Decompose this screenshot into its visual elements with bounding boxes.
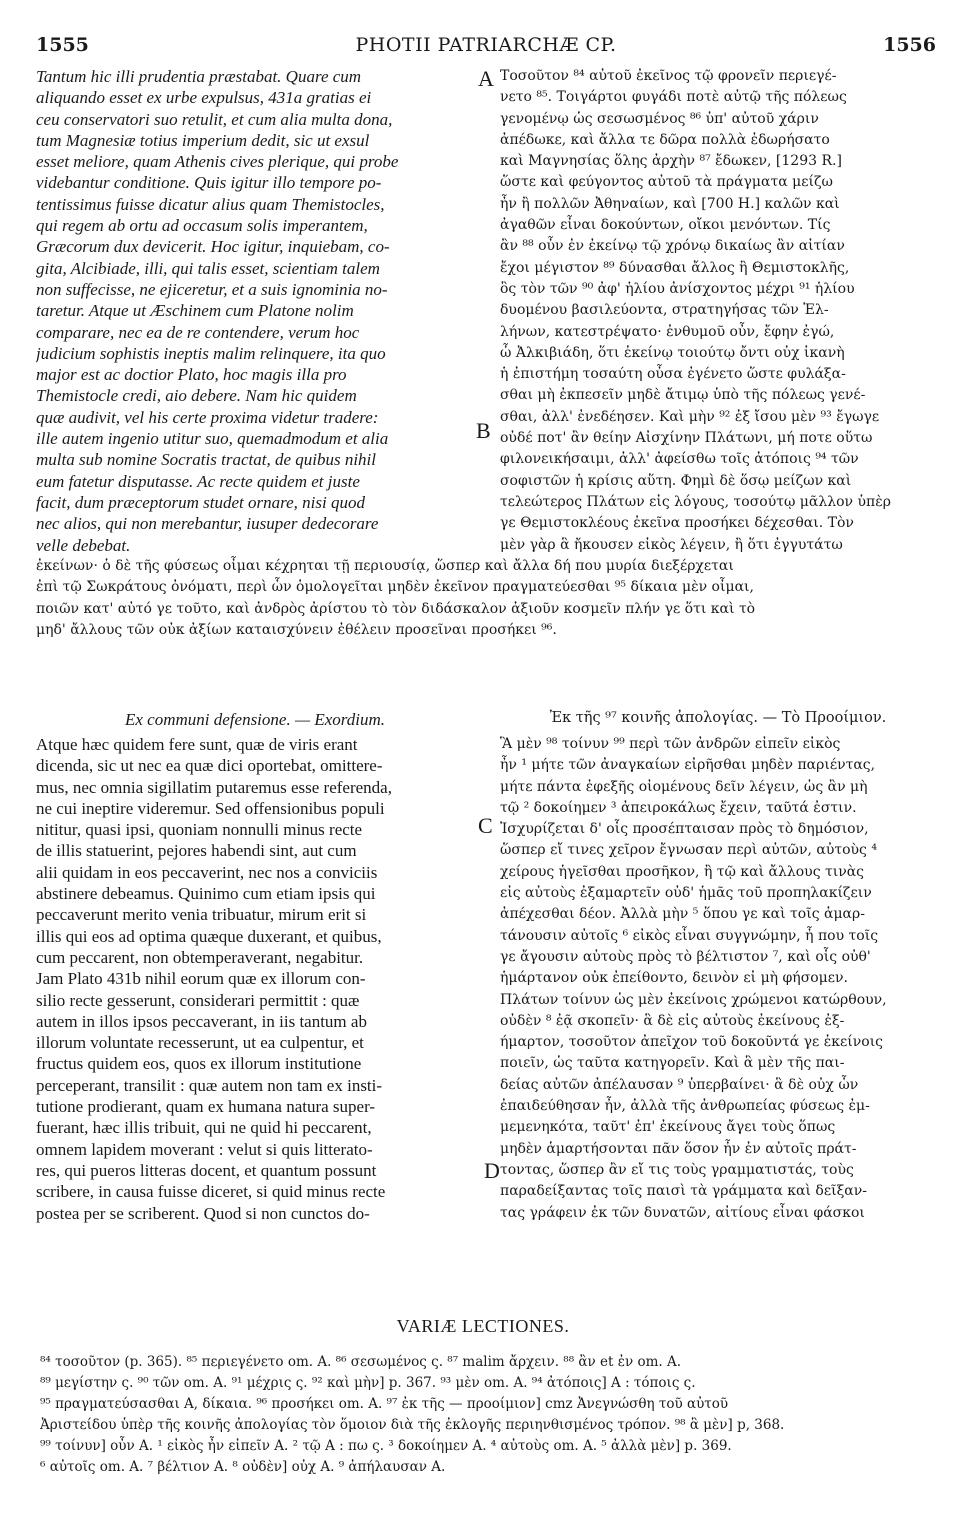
greek-text-line: λήνων, κατεστρέψατο· ἐνθυμοῦ οὖν, ἔφην ἐγώ, [500,323,835,340]
variant-reading-line: ⁹⁹ τοίνυν] οὖν A. ¹ εἰκὸς ἦν εἰπεῖν A. ² τῷ A : πω ς. ³ δοκοίημεν A. ⁴ αὐτοὺς om. A. ⁵ ἀλλὰ μὲν] p. 369. [40,1438,732,1454]
greek-text-line: ἡμάρτανον οὐκ ἐπείθοντο, δεινὸν εἰ μὴ φήσομεν. [500,970,848,987]
greek-text-line: εἰς αὐτοὺς ἐξαμαρτεῖν οὐδ' ἡμᾶς τοῦ προπηλακίζειν [500,885,872,902]
greek-text-line: καὶ Μαγνησίας ὅλης ἀρχὴν ⁸⁷ ἔδωκεν, [1293 R.] [500,153,842,170]
latin-column-bottom [36,734,474,1224]
latin-text-line: aliquando esset ex urbe expulsus, 431a gratias ei [36,88,372,108]
greek-text-line: ἔχοι μέγιστον ⁸⁹ δύνασθαι ἄλλος ἢ Θεμιστοκλῆς, [500,259,850,276]
greek-text-line: οὐδὲν ⁸ ἐᾷ σκοπεῖν· ἃ δὲ εἰς αὐτοὺς ἐκείνους ἐξ- [500,1012,845,1029]
latin-text-line: ille autem ingenio utitur suo, quemadmodum et alia [36,429,389,449]
latin-text-line: peccaverunt merito venia tribuatur, mirum erit si [36,905,367,925]
variant-reading-line: ⁶ αὐτοῖς om. A. ⁷ βέλτιον A. ⁸ οὐδὲν] οὐχ A. ⁹ ἀπήλαυσαν A. [40,1459,446,1475]
latin-text-line: illorum voluntate recesserunt, ut ea culpentur, et [36,1033,364,1053]
latin-text-line: nec alios, qui non merebantur, iusuper dedecorare [36,514,379,534]
latin-text-line: major est ac doctior Plato, hoc magis illa pro [36,365,347,385]
latin-text-line: alii quidam in eos peccaverint, nec nos a conviciis [36,862,378,882]
latin-text-line: Tantum hic illi prudentia præstabat. Quare cum [36,67,362,86]
greek-text-line: Τοσοῦτον ⁸⁴ αὐτοῦ ἐκεῖνος τῷ φρονεῖν περιεγέ- [500,68,837,84]
latin-text-line: cum peccarent, non obtemperaverant, negabitur. [36,947,364,967]
column-number-left: 1555 [36,34,89,56]
section-heading-latin: Ex communi defensione. — Exordium. [125,710,385,729]
greek-text-line: μηδὲν ἁμαρτήσονται πᾶν ὅσον ἦν ἐν αὐτοῖς πράτ- [500,1140,857,1157]
greek-text-line: ἂν ⁸⁸ οὖν ἐν ἐκείνῳ τῷ χρόνῳ δικαίως ἂν αἰτίαν [500,238,845,255]
latin-text-line: esset meliore, quam Athenis cives plerique, qui probe [36,152,399,172]
latin-text-line: facit, dum præceptorum studet ornare, nisi quod [36,492,365,512]
greek-text-line: τάνουσιν αὐτοῖς ⁶ εἰκὸς εἶναι συγγνώμην, ἦ που τοῖς [500,927,879,944]
latin-text-line: Themistocle credi, aio debere. Nam hic quidem [36,386,357,406]
greek-text-line: τας γράφειν ἐκ τῶν δυνατῶν, αἰτίους εἶναι φάσκοι [500,1204,865,1221]
column-number-right: 1556 [883,34,936,56]
latin-text-line: tentissimus fuisse dicatur alius quam Themistocles, [36,194,385,214]
latin-text-line: eum fatetur disputasse. Ac recte quidem et juste [36,471,360,491]
latin-text-line: illis qui eos ad optima quæque duxerant, et quibus, [36,926,382,946]
latin-text-line: scribere, in causa fuisse diceret, si quid minus recte [36,1182,386,1202]
latin-text-line: gita, Alcibiade, illi, qui talis esset, scientiam talem [36,258,380,278]
latin-text-line: nititur, quasi ipsi, quoniam nonnulli minus recte [36,820,363,840]
latin-text-line: de illis statuerint, pejores habendi sint, aut cum [36,841,357,861]
latin-text-line: velle debebat. [36,535,131,555]
greek-text-line: Ἰσχυρίζεται δ' οἷς προσέπταισαν πρὸς τὸ δημόσιον, [500,821,869,838]
latin-text-line: tutione prodierant, quam ex humana natura super- [36,1097,376,1117]
latin-text-line: quæ audivit, vel his certe proxima videtur tradere: [36,407,379,427]
latin-text-line: ne cui ineptire videremur. Sed offensionibus populi [36,798,385,818]
greek-text-line: ἐκείνων· ὁ δὲ τῆς φύσεως οἶμαι κέχρηται τῇ περιουσίᾳ, ὥσπερ καὶ ἄλλα δή που μυρία διεξέρχεται [36,558,734,574]
latin-text-line: comparare, nec ea de re contendere, verum hoc [36,322,360,342]
greek-text-line: χείρους ἡγεῖσθαι προσῆκον, ἢ τῷ καὶ ἄλλους τινὰς [500,863,865,880]
latin-text-line: taretur. Atque ut Æschinem cum Platone nolim [36,301,354,321]
greek-text-line: δείας αὐτῶν ἀπέλαυσαν ⁹ ὑπερβαίνει· ἃ δὲ οὐχ ὧν [500,1076,859,1093]
latin-text-line: judicium sophistis ineptis malim relinquere, ita quo [36,343,386,363]
running-title: PHOTII PATRIARCHÆ CP. [355,34,617,56]
margin-marker-b: B [476,418,491,443]
latin-text-line: postea per se scriberent. Quod si non cunctos do- [36,1203,370,1223]
latin-text-line: qui regem ab ortu ad occasum solis imperantem, [36,216,368,236]
margin-marker-c: C [478,813,493,838]
variae-lectiones-notes [40,1352,940,1478]
greek-text-line: γενομένῳ ὡς σεσωσμένος ⁸⁶ ὑπ' αὐτοῦ χάριν [500,110,819,127]
latin-text-line: omnem lapidem moverant : velut si quis litterato- [36,1139,373,1159]
greek-text-line: ἦν ¹ μήτε τῶν ἀναγκαίων εἰρῆσθαι μηδὲν παριέντας, [500,757,876,774]
greek-text-line: ὦ Ἀλκιβιάδη, ὅτι ἐκείνῳ τοιούτῳ ὄντι οὐχ ἱκανὴ [500,344,845,361]
greek-text-line: ἐπὶ τῷ Σωκράτους ὀνόματι, περὶ ὧν ὁμολογεῖται μηδὲν ἐκεῖνον πραγματεύεσθαι ⁹⁵ δίκαια μὲν οἶμαι, [36,579,754,596]
greek-text-line: μηδ' ἄλλους τῶν οὐκ ἀξίων καταισχύνειν ἐθέλειν προσεῖναι προσήκει ⁹⁶. [36,621,557,638]
latin-text-line: multa sub nomine Socratis tractat, de quibus nihil [36,450,376,470]
latin-text-line: non suffecisse, ne ejiceretur, et a suis ignominia no- [36,279,388,299]
latin-text-line: Jam Plato 431b nihil eorum quæ ex illorum con- [36,969,366,989]
greek-text-line: γε ἄγουσιν αὐτοὺς πρὸς τὸ βέλτιστον ⁷, καὶ οἷς οὐθ' [500,948,871,965]
greek-text-line: ἐπαιδεύθησαν ἦν, ἀλλὰ τῆς ἀνθρωπείας φύσεως ἐμ- [500,1098,870,1115]
greek-full-width-block [36,556,936,641]
greek-text-line: ὥσπερ εἴ τινες χεῖρον ἔγνωσαν περὶ αὐτῶν, αὐτοὺς ⁴ [500,842,877,859]
greek-text-line: σθαι, ἀλλ' ἐνεδέησεν. Καὶ μὴν ⁹² ἐξ ἴσου μὲν ⁹³ ἔγωγε [500,408,880,425]
greek-text-line: ἀπέχεσθαι δέον. Ἀλλὰ μὴν ⁵ ὅπου γε καὶ τοῖς ἁμαρ- [500,906,865,923]
greek-text-line: φιλονεικήσαιμι, ἀλλ' ἀφείσθω τοῖς ἀτόποις ⁹⁴ τῶν [500,451,859,468]
greek-text-line: μήτε πάντα ἐφεξῆς οἰομένους δεῖν λέγειν, ὡς ἂν μὴ [500,778,868,795]
running-header [36,34,936,60]
latin-text-line: Atque hæc quidem fere sunt, quæ de viris erant [36,735,358,754]
greek-text-line: τῷ ² δοκοίημεν ³ ἀπειροκάλως ἔχειν, ταῦτά ἐστιν. [500,799,857,816]
latin-text-line: videbantur conditione. Quis igitur illo tempore po- [36,173,382,193]
greek-text-line: παραδείξαντας τοῖς παισὶ τὰ γράμματα καὶ δεῖξαν- [500,1183,867,1200]
latin-text-line: abstinere debeamus. Quinimo cum etiam ipsis qui [36,884,376,904]
greek-text-line: σοφιστῶν ἡ κρίσις αὕτη. Φημὶ δὲ ὅσῳ μείζων καὶ [500,472,852,489]
greek-text-line: σθαι μὴ ἐκπεσεῖν μηδὲ ἄτιμῳ ὑπὸ τῆς πόλεως γενέ- [500,387,866,404]
greek-text-line: ἦν ἢ πολλῶν Ἀθηναίων, καὶ [700 H.] καλῶν καὶ [500,195,840,212]
greek-text-line: ὃς τὸν τῶν ⁹⁰ ἀφ' ἡλίου ἀνίσχοντος μέχρι ⁹¹ ἡλίου [500,280,855,297]
greek-text-line: Ἃ μὲν ⁹⁸ τοίνυν ⁹⁹ περὶ τῶν ἀνδρῶν εἰπεῖν εἰκὸς [500,736,841,752]
greek-column-bottom [500,734,936,1224]
variae-lectiones-heading: VARIÆ LECTIONES. [396,1316,570,1336]
latin-text-line: Græcorum dux devicerit. Hoc igitur, inquiebam, co- [36,237,390,257]
greek-text-line: ἡ ἐπιστήμη τοσαύτη οὖσα ἐγένετο ὥστε φυλάξα- [500,366,846,383]
latin-text-line: perceperant, transilit : quæ autem non tam ex insti- [36,1075,383,1095]
latin-text-line: autem in illos ipsos peccaverant, in iis tantum ab [36,1011,367,1031]
variant-reading-line: Ἀριστείδου ὑπὲρ τῆς κοινῆς ἀπολογίας τὸν ὅμοιον διὰ τῆς ἐκλογῆς περιηνθισμένος τρόπον. ⁹⁸ ἃ μὲν] p, 368. [40,1417,785,1433]
greek-text-line: νετο ⁸⁵. Τοιγάρτοι φυγάδι ποτὲ αὐτῷ τῆς πόλεως [500,89,847,106]
greek-text-line: ποιεῖν, ὡς ταῦτα κατηγορεῖν. Καὶ ἃ μὲν τῆς παι- [500,1055,845,1072]
greek-text-line: οὐδέ ποτ' ἂν θείην Αἰσχίνην Πλάτωνι, μή ποτε οὕτω [500,430,873,447]
latin-text-line: fructus quidem eos, quos ex illorum institutione [36,1054,362,1074]
greek-text-line: τελεώτερος Πλάτων εἰς λόγους, τοσούτῳ μᾶλλον ὑπὲρ [500,493,891,510]
variant-reading-line: ⁸⁹ μεγίστην ς. ⁹⁰ τῶν om. A. ⁹¹ μέχρις ς. ⁹² καὶ μὴν] p. 367. ⁹³ μὲν om. A. ⁹⁴ ἀτόποις] A : τόποις ς. [40,1375,696,1391]
greek-text-line: Πλάτων τοίνυν ὡς μὲν ἐκείνοις χρώμενοι κατώρθουν, [500,991,887,1008]
latin-text-line: tum Magnesiæ totius imperium dedit, sic ut exsul [36,130,370,150]
greek-text-line: δυομένου βασιλεύοντα, στρατηγήσας τῶν Ἑλ- [500,302,829,319]
greek-text-line: γε Θεμιστοκλέους ἐκεῖνα προσήκει δέχεσθαι. Τὸν [500,515,854,532]
latin-text-line: fuerant, hæc illis tribuit, qui ne quid hi peccarent, [36,1118,372,1138]
variant-reading-line: ⁹⁵ πραγματεύσασθαι A, δίκαια. ⁹⁶ προσήκει om. A. ⁹⁷ ἐκ τῆς — προοίμιον] cmz Ἀνεγνώσθη τοῦ αὐτοῦ [40,1396,729,1412]
latin-text-line: dicenda, sic ut nec ea quæ dici oportebat, omittere- [36,756,383,776]
section-heading-greek: Ἐκ τῆς ⁹⁷ κοινῆς ἀπολογίας. — Τὸ Προοίμιον. [549,710,887,726]
greek-text-line: ἀγαθῶν εἶναι δοκούντων, οἴκοι μενόντων. Τίς [500,217,831,234]
greek-text-line: ἀπέδωκε, καὶ ἄλλα τε δῶρα πολλὰ ἐδωρήσατο [500,131,830,148]
margin-marker-d: D [484,1158,500,1183]
greek-column-top [500,66,936,556]
latin-text-line: res, qui pueros litteras docent, et quantum possunt [36,1160,377,1180]
latin-column-top [36,66,474,556]
latin-text-line: mus, nec omnia sigillatim putaremus esse referenda, [36,777,392,797]
greek-text-line: ὥστε καὶ φεύγοντος αὐτοῦ τὰ πράγματα μείζω [500,174,833,191]
greek-text-line: ποιῶν κατ' αὐτό γε τοῦτο, καὶ ἀνδρὸς ἀρίστου τὸ τὸν διδάσκαλον ἀξιοῦν κοσμεῖν πλήν γε ὅτι καὶ τὸ [36,600,756,617]
greek-text-line: μεμενηκότα, ταῦτ' ἐπ' ἐκείνους ἄγει τοὺς ὅπως [500,1119,836,1136]
variant-reading-line: ⁸⁴ τοσοῦτον (p. 365). ⁸⁵ περιεγένετο om. A. ⁸⁶ σεσωμένος ς. ⁸⁷ malim ἄρχειν. ⁸⁸ ἂν et ἐν om. A. [40,1354,682,1370]
margin-marker-a: A [478,66,494,91]
greek-text-line: μὲν γὰρ ἃ ἤκουσεν εἰκὸς λέγειν, ἢ ὅτι ἐγγυτάτω [500,536,843,553]
greek-text-line: ήμαρτον, τοσοῦτον ἀπεῖχον τοῦ δοκοῦντά γε ἐκείνοις [500,1034,884,1051]
latin-text-line: silio recte gesserunt, considerari permittit : quæ [36,990,360,1010]
latin-text-line: ceu conservatori suo retulit, et cum alia multa dona, [36,109,393,129]
greek-text-line: τοντας, ὥσπερ ἂν εἴ τις τοὺς γραμματιστάς, τοὺς [500,1161,854,1178]
